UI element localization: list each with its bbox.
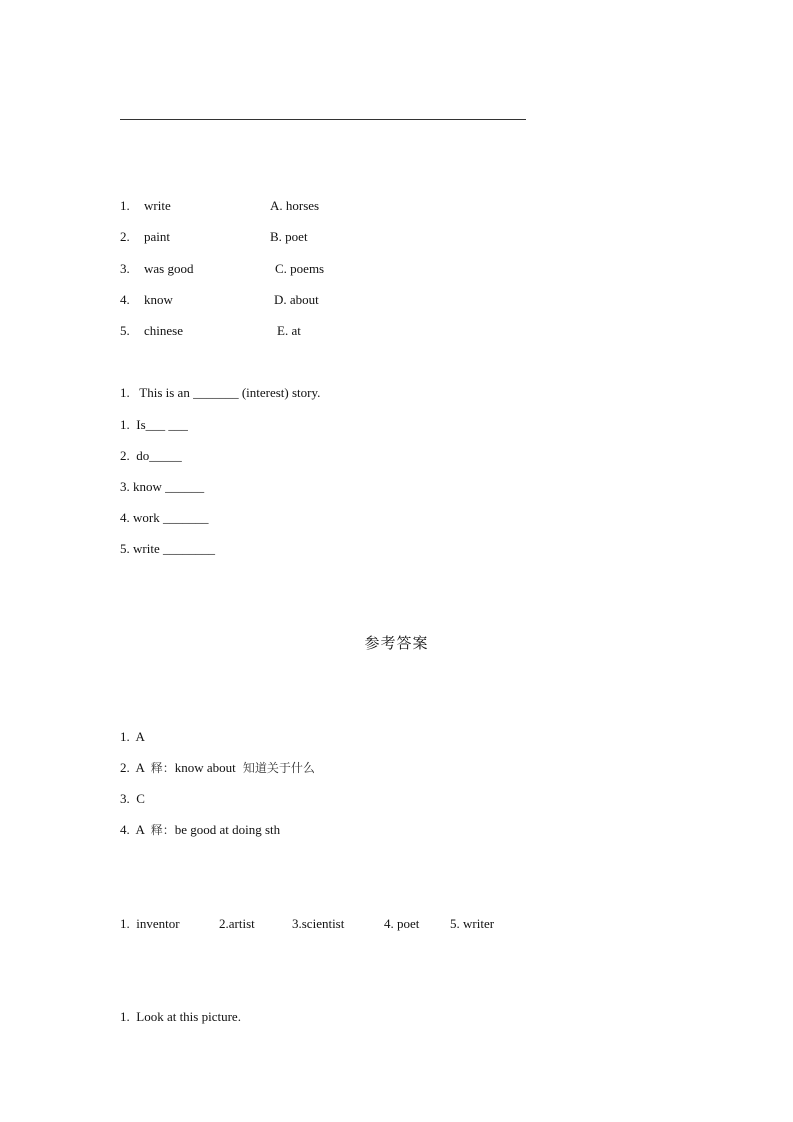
match-option-4: D. about — [274, 292, 319, 307]
fill-item-4: 4. work _______ — [120, 510, 209, 525]
answer-row-3: 3.scientist — [292, 916, 345, 931]
fill-sentence: 1. This is an _______ (interest) story. — [120, 385, 321, 400]
match-option-5: E. at — [277, 323, 301, 338]
answer-heading: 参考答案 — [364, 634, 429, 652]
answer-4-shi: 释： — [150, 823, 175, 837]
top-rule — [120, 119, 526, 120]
answer-2-shi: 释： — [150, 761, 175, 775]
match-num-3: 3. — [120, 261, 130, 276]
answer-2-prefix: 2. A — [120, 760, 151, 775]
match-num-1: 1. — [120, 198, 130, 213]
match-word-4: know — [144, 292, 173, 307]
answer-2-cn: 知道关于什么 — [239, 761, 315, 775]
match-word-1: write — [144, 198, 171, 213]
answer-row-4: 4. poet — [384, 916, 420, 931]
match-option-3: C. poems — [275, 261, 325, 276]
match-num-4: 4. — [120, 292, 130, 307]
match-word-2: paint — [144, 229, 170, 244]
fill-item-5: 5. write ________ — [120, 541, 215, 556]
answer-4-prefix: 4. A — [120, 822, 151, 837]
answer-2 — [120, 760, 315, 776]
match-word-3: was good — [144, 261, 194, 276]
answer-3: 3. C — [120, 791, 145, 806]
answer-4 — [120, 822, 280, 838]
answer-row-5: 5. writer — [450, 916, 495, 931]
match-num-2: 2. — [120, 229, 130, 244]
answer-4-en: be good at doing sth — [174, 822, 281, 837]
answer-row-1: 1. inventor — [120, 916, 180, 931]
answer-1: 1. A — [120, 729, 145, 744]
answer-2-en: know about — [174, 760, 240, 775]
fill-item-3: 3. know ______ — [120, 479, 205, 494]
answer-last: 1. Look at this picture. — [120, 1009, 241, 1024]
match-word-5: chinese — [144, 323, 183, 338]
fill-item-2: 2. do_____ — [120, 448, 182, 463]
answer-row-2: 2.artist — [219, 916, 255, 931]
match-option-2: B. poet — [270, 229, 308, 244]
match-option-1: A. horses — [270, 198, 320, 213]
fill-item-1: 1. Is___ ___ — [120, 417, 188, 432]
match-num-5: 5. — [120, 323, 130, 338]
